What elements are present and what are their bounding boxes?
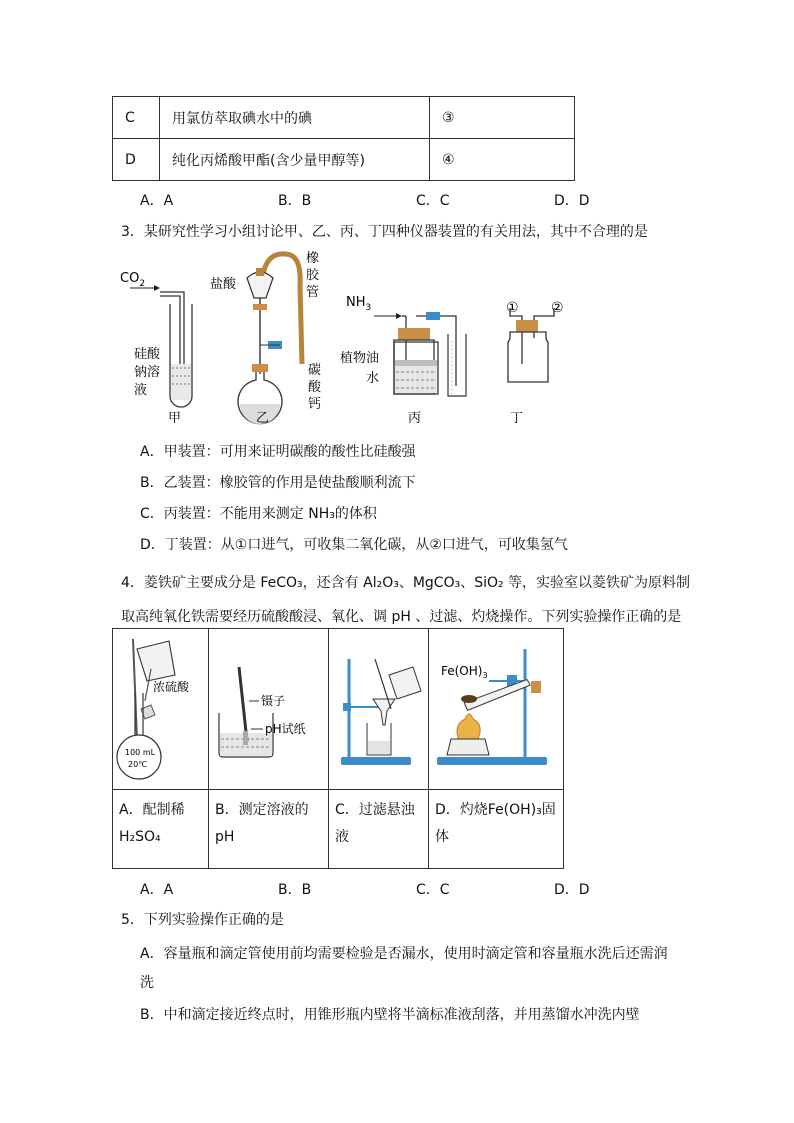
silicate-label-1: 硅酸 (134, 347, 161, 362)
row-label: C (113, 97, 160, 139)
q5-choice-b[interactable]: B．中和滴定接近终点时，用锥形瓶内壁将半滴标准液刮落，并用蒸馏水冲洗内壁 (140, 1007, 640, 1023)
row-option: ③ (430, 97, 575, 139)
figure-ignite-feoh3 (429, 629, 564, 789)
q5-choice-a-line2: 洗 (140, 975, 154, 991)
row-label: D (113, 139, 160, 181)
q3-stem: 3．某研究性学习小组讨论甲、乙、丙、丁四种仪器装置的有关用法，其中不合理的是 (121, 224, 648, 240)
q3-choice-c[interactable]: C．丙装置：不能用来测定 NH₃的体积 (140, 506, 377, 522)
q4-options (140, 879, 692, 899)
caption-b: B．测定溶液的 pH (215, 802, 309, 845)
apparatus-jia (120, 271, 192, 426)
reagent-table (112, 96, 575, 181)
row-content: 纯化丙烯酸甲酯(含少量甲醇等) (160, 139, 430, 181)
q5-stem: 5．下列实验操作正确的是 (121, 912, 284, 928)
figure-measure-ph (209, 629, 329, 789)
q3-choice-d[interactable]: D．丁装置：从①口进气，可收集二氧化碳，从②口进气，可收集氢气 (140, 537, 568, 553)
co2-label: $CO_2$ (120, 271, 146, 289)
q3-choice-b[interactable]: B．乙装置：橡胶管的作用是使盐酸顺利流下 (140, 475, 416, 491)
q2-option-b[interactable]: B．B (278, 193, 312, 209)
port1-label: ① (506, 300, 519, 316)
row-content: 用氯仿萃取碘水中的碘 (160, 97, 430, 139)
hcl-label: 盐酸 (210, 277, 237, 292)
apparatus-ding (506, 300, 564, 426)
q2-option-d[interactable]: D．D (554, 193, 590, 209)
q3-apparatus-figure (110, 246, 590, 432)
caption-a: A．配制稀 H₂SO₄ (119, 802, 185, 845)
caption-c: C．过滤悬浊 液 (335, 802, 415, 845)
oil-label: 植物油 (340, 351, 380, 366)
silicate-label-2: 钠溶 (134, 365, 161, 380)
caco3-label-2: 酸 (308, 380, 322, 395)
q2-option-a[interactable]: A．A (140, 193, 174, 209)
label-ding: 丁 (510, 411, 524, 426)
q4-option-c[interactable]: C．C (416, 882, 450, 898)
caco3-label-1: 碳 (308, 363, 322, 378)
silicate-label-3: 液 (134, 383, 148, 398)
apparatus-bing (340, 295, 466, 426)
rubber-tube-label-3: 管 (306, 285, 320, 300)
caco3-label-3: 钙 (308, 397, 322, 412)
q4-option-b[interactable]: B．B (278, 882, 312, 898)
feoh3-label: $Fe(OH)_3$ (441, 664, 488, 680)
conc-acid-label: 浓硫酸 (153, 680, 190, 694)
water-label: 水 (366, 371, 380, 386)
flask-temp-label: 20℃ (128, 760, 148, 769)
q2-option-c[interactable]: C．C (416, 193, 450, 209)
q4-apparatus-table (112, 628, 564, 869)
table-row (113, 139, 575, 181)
q4-stem-line1: 4．菱铁矿主要成分是 FeCO₃，还含有 Al₂O₃、MgCO₃、SiO₂ 等，实验室以菱铁矿为原料制 (121, 575, 691, 591)
table-row (113, 97, 575, 139)
figure-dilute-h2so4 (113, 629, 209, 789)
q4-stem-line2: 取高纯氧化铁需要经历硫酸酸浸、氧化、调 pH 、过滤、灼烧操作。下列实验操作正确的是 (121, 609, 682, 625)
label-bing: 丙 (408, 411, 422, 426)
q3-choice-a[interactable]: A．甲装置：可用来证明碳酸的酸性比硅酸强 (140, 444, 416, 460)
flask-volume-label: 100 mL (125, 748, 156, 757)
row-option: ④ (430, 139, 575, 181)
port2-label: ② (551, 300, 564, 316)
nh3-label: $NH_3$ (346, 295, 372, 313)
ph-paper-label: pH试纸 (265, 722, 306, 736)
caption-d: D．灼烧Fe(OH)₃固 体 (435, 802, 556, 845)
rubber-tube-label-1: 橡 (306, 251, 320, 266)
q5-choice-a-line1[interactable]: A．容量瓶和滴定管使用前均需要检验是否漏水，使用时滴定管和容量瓶水洗后还需润 (140, 946, 668, 962)
apparatus-yi (210, 250, 322, 426)
rubber-tube-label-2: 胶 (306, 268, 320, 283)
figure-filtration (329, 629, 429, 789)
label-yi: 乙 (256, 411, 270, 426)
q4-option-a[interactable]: A．A (140, 882, 174, 898)
label-jia: 甲 (168, 411, 182, 426)
tweezers-label: 镊子 (261, 694, 286, 708)
q4-option-d[interactable]: D．D (554, 882, 590, 898)
q2-options (140, 190, 692, 210)
